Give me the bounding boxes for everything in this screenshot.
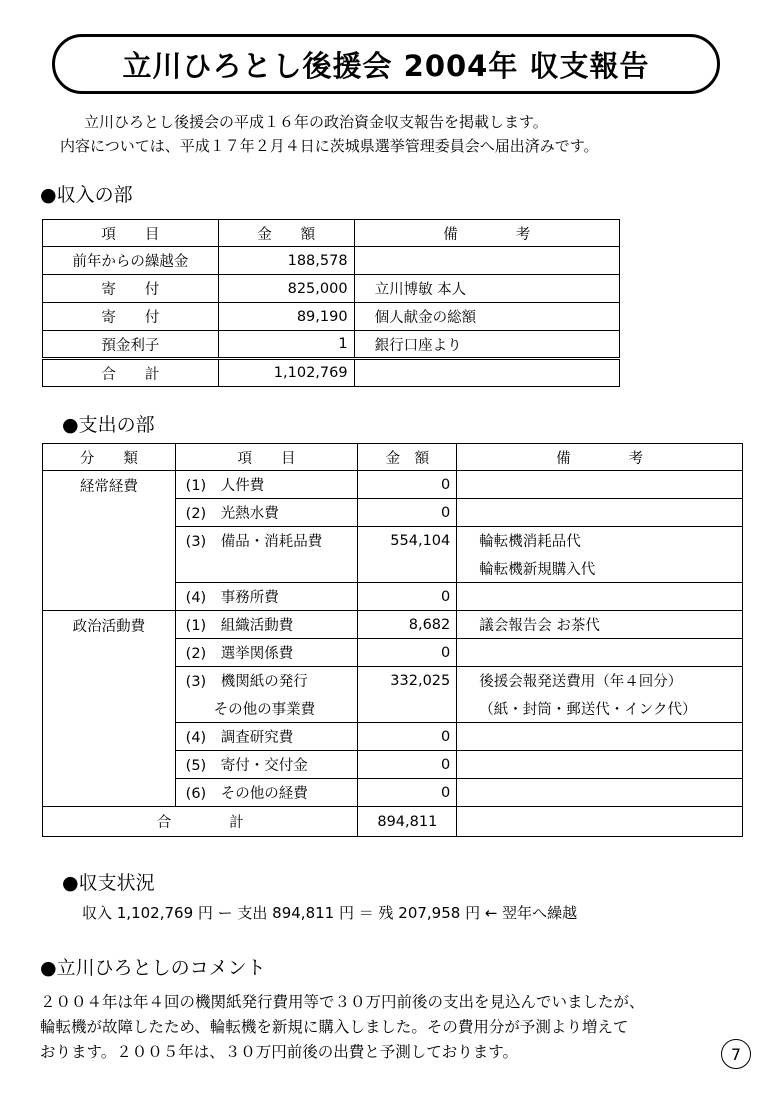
expense-category-regular: 経常経費 [43, 471, 176, 611]
intro-line-2: 内容については、平成１７年２月４日に茨城県選挙管理委員会へ届出済みです。 [60, 137, 599, 155]
income-amount: 89,190 [218, 303, 354, 331]
expense-note [457, 779, 743, 807]
expense-item: (1) 人件費 [175, 471, 358, 499]
expense-note [457, 583, 743, 611]
expense-total-row [43, 807, 743, 837]
income-row [43, 275, 620, 303]
expense-item: (4) 事務所費 [175, 583, 358, 611]
income-header-item: 項 目 [43, 220, 219, 247]
expense-item: (3) 機関紙の発行 [175, 667, 358, 695]
expense-row [43, 611, 743, 639]
income-total-label: 合 計 [43, 359, 219, 387]
intro-line-1: 立川ひろとし後援会の平成１６年の政治資金収支報告を掲載します。 [84, 113, 548, 131]
income-amount: 1 [218, 331, 354, 359]
expense-item: (3) 備品・消耗品費 [175, 527, 358, 555]
expense-header-row [43, 444, 743, 471]
income-header-row [43, 220, 620, 247]
expense-total-label: 合 計 [43, 807, 358, 837]
income-item: 預金利子 [43, 331, 219, 359]
income-note [354, 247, 619, 275]
status-heading: ●収支状況 [62, 872, 155, 894]
expense-item: (6) その他の経費 [175, 779, 358, 807]
expense-header-amount: 金 額 [358, 444, 457, 471]
income-note: 銀行口座より [354, 331, 619, 359]
page-number: 7 [721, 1039, 751, 1069]
income-amount: 188,578 [218, 247, 354, 275]
expense-amount: 0 [358, 779, 457, 807]
expense-note: 輪転機消耗品代 [457, 527, 743, 555]
income-total-note [354, 359, 619, 387]
income-amount: 825,000 [218, 275, 354, 303]
expense-amount: 554,104 [358, 527, 457, 555]
expense-item: (4) 調査研究費 [175, 723, 358, 751]
expense-header-category: 分 類 [43, 444, 176, 471]
expense-header-note: 備 考 [457, 444, 743, 471]
expense-category-political: 政治活動費 [43, 611, 176, 807]
expense-header-item: 項 目 [175, 444, 358, 471]
expense-amount: 0 [358, 583, 457, 611]
expense-item: (1) 組織活動費 [175, 611, 358, 639]
comment-line-1: ２００４年は年４回の機関紙発行費用等で３０万円前後の支出を見込んでいましたが、 [40, 993, 645, 1011]
expense-note: 後援会報発送費用（年４回分） [457, 667, 743, 695]
expense-item: (2) 光熱水費 [175, 499, 358, 527]
comment-heading: ●立川ひろとしのコメント [40, 957, 266, 979]
income-heading: ●収入の部 [40, 184, 133, 206]
income-item: 前年からの繰越金 [43, 247, 219, 275]
income-total-amount: 1,102,769 [218, 359, 354, 387]
income-item: 寄 付 [43, 275, 219, 303]
expense-note: 議会報告会 お茶代 [457, 611, 743, 639]
expense-item: (2) 選挙関係費 [175, 639, 358, 667]
expense-item: その他の事業費 [175, 695, 358, 723]
expense-note: 輪転機新規購入代 [457, 555, 743, 583]
expense-total-amount: 894,811 [358, 807, 457, 837]
expense-amount: 0 [358, 723, 457, 751]
income-header-note: 備 考 [354, 220, 619, 247]
expense-note [457, 639, 743, 667]
income-note: 立川博敏 本人 [354, 275, 619, 303]
expense-item [175, 555, 358, 583]
expense-amount: 332,025 [358, 667, 457, 695]
income-table [42, 219, 620, 387]
comment-line-3: おります。２００５年は、３０万円前後の出費と予測しております。 [40, 1043, 519, 1061]
expense-amount [358, 555, 457, 583]
expense-item: (5) 寄付・交付金 [175, 751, 358, 779]
expense-amount: 8,682 [358, 611, 457, 639]
expense-table [42, 443, 743, 837]
expense-amount: 0 [358, 499, 457, 527]
expense-note [457, 499, 743, 527]
page-title: 立川ひろとし後援会 2004年 収支報告 [52, 34, 720, 94]
income-total-row [43, 359, 620, 387]
expense-note: （紙・封筒・郵送代・インク代） [457, 695, 743, 723]
expense-heading: ●支出の部 [62, 414, 155, 436]
expense-row [43, 471, 743, 499]
expense-total-note [457, 807, 743, 837]
expense-note [457, 471, 743, 499]
income-header-amount: 金 額 [218, 220, 354, 247]
comment-line-2: 輪転機が故障したため、輪転機を新規に購入しました。その費用分が予測より増えて [40, 1018, 629, 1036]
expense-note [457, 751, 743, 779]
income-note: 個人献金の総額 [354, 303, 619, 331]
income-row [43, 247, 620, 275]
expense-amount: 0 [358, 751, 457, 779]
income-item: 寄 付 [43, 303, 219, 331]
expense-amount: 0 [358, 639, 457, 667]
income-row [43, 331, 620, 359]
expense-amount: 0 [358, 471, 457, 499]
income-row [43, 303, 620, 331]
expense-amount [358, 695, 457, 723]
status-line: 収入 1,102,769 円 ー 支出 894,811 円 ＝ 残 207,958 円 ← 翌年へ繰越 [82, 904, 578, 922]
expense-note [457, 723, 743, 751]
